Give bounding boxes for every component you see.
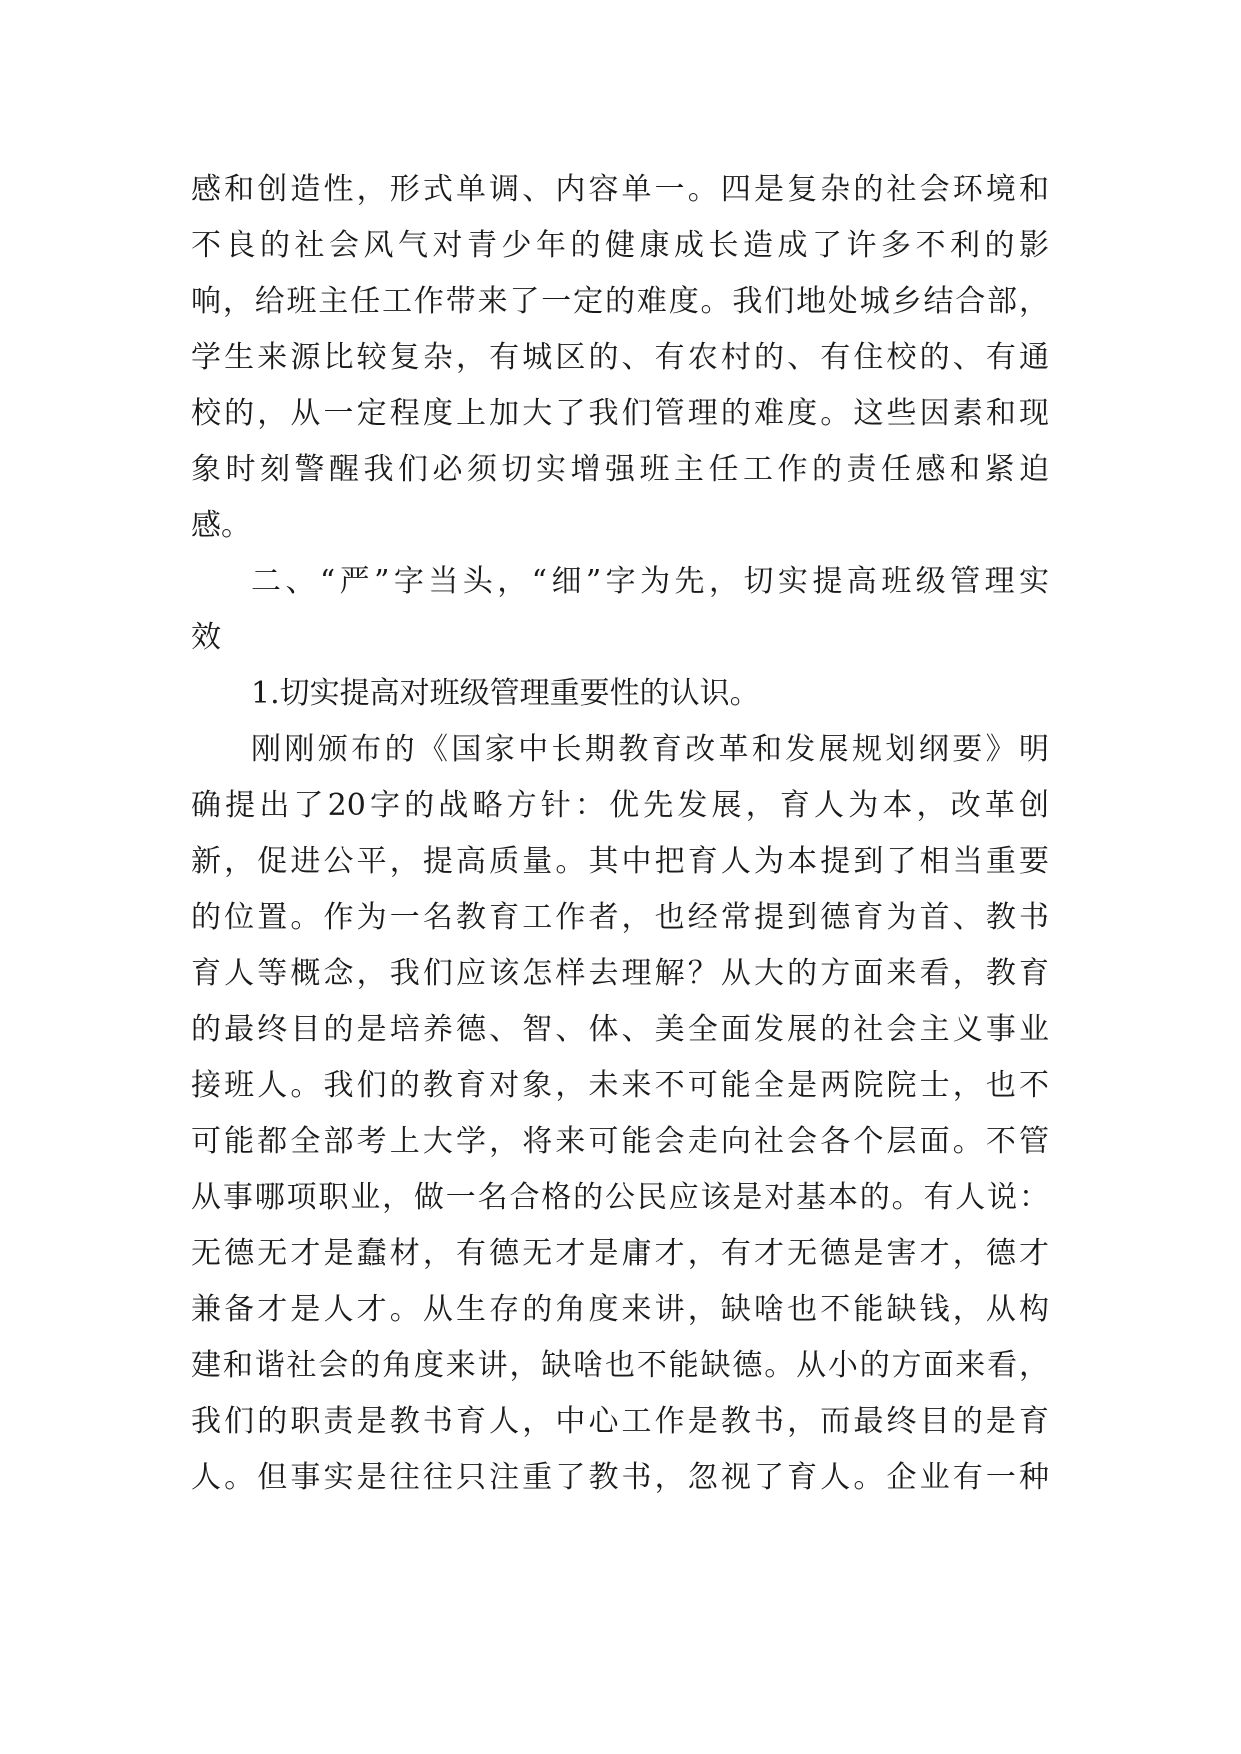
text-line: 我们的职责是教书育人，中心工作是教书，而最终目的是育 [191,1404,1049,1439]
text-line: 校的，从一定程度上加大了我们管理的难度。这些因素和现 [191,396,1049,431]
text-line: 的最终目的是培养德、智、体、美全面发展的社会主义事业 [191,1012,1049,1047]
document-body [191,162,1049,1506]
text-line: 学生来源比较复杂，有城区的、有农村的、有住校的、有通 [191,340,1049,375]
text-line: 不良的社会风气对青少年的健康成长造成了许多不利的影 [191,228,1049,263]
text-line: 象时刻警醒我们必须切实增强班主任工作的责任感和紧迫 [191,452,1049,487]
text-line: 可能都全部考上大学，将来可能会走向社会各个层面。不管 [191,1124,1049,1159]
text-line: 响，给班主任工作带来了一定的难度。我们地处城乡结合部， [191,284,1049,319]
text-line: 的位置。作为一名教育工作者，也经常提到德育为首、教书 [191,900,1049,935]
text-line: 感。 [191,508,251,543]
section-heading-line: 二、“严”字当头，“细”字为先，切实提高班级管理实 [251,564,1049,599]
text-line: 接班人。我们的教育对象，未来不可能全是两院院士，也不 [191,1068,1049,1103]
text-line: 新，促进公平，提高质量。其中把育人为本提到了相当重要 [191,844,1049,879]
text-line: 确提出了20字的战略方针：优先发展，育人为本，改革创 [191,788,1049,823]
text-line: 无德无才是蠢材，有德无才是庸才，有才无德是害才，德才 [191,1236,1049,1271]
text-line: 感和创造性，形式单调、内容单一。四是复杂的社会环境和 [191,172,1049,207]
text-line: 建和谐社会的角度来讲，缺啥也不能缺德。从小的方面来看， [191,1348,1049,1383]
text-line: 兼备才是人才。从生存的角度来讲，缺啥也不能缺钱，从构 [191,1292,1049,1327]
section-heading-line: 效 [191,620,221,655]
text-line: 从事哪项职业，做一名合格的公民应该是对基本的。有人说： [191,1180,1049,1215]
text-line: 刚刚颁布的《国家中长期教育改革和发展规划纲要》明 [251,732,1049,767]
subheading-line: 1.切实提高对班级管理重要性的认识。 [251,676,760,711]
text-line: 育人等概念，我们应该怎样去理解？从大的方面来看，教育 [191,956,1049,991]
text-line: 人。但事实是往往只注重了教书，忽视了育人。企业有一种 [191,1460,1049,1495]
